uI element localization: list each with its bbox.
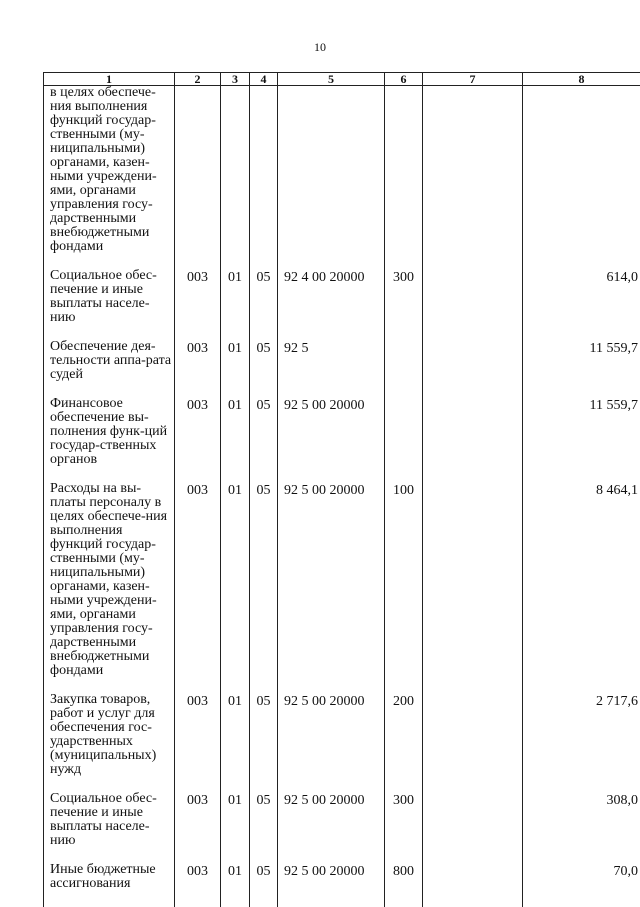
cell-target-article: 92 5 00 20000 [278, 863, 385, 891]
spacer-cell [175, 382, 221, 397]
spacer-cell [250, 325, 278, 340]
spacer-cell [221, 848, 250, 863]
cell-section: 01 [221, 397, 250, 467]
spacer-cell [523, 777, 640, 792]
spacer-cell [423, 678, 523, 693]
cell-subsection: 05 [250, 863, 278, 891]
header-col-3: 3 [221, 73, 250, 86]
cell-col-7 [423, 792, 523, 848]
spacer-cell [278, 325, 385, 340]
header-col-4: 4 [250, 73, 278, 86]
spacer-cell [278, 678, 385, 693]
spacer-cell [385, 254, 423, 269]
cell-section: 01 [221, 693, 250, 777]
table-row [44, 340, 640, 382]
cell-name: Социальное обес-печение и иные выплаты населе-нию [44, 269, 175, 325]
cell-admin-code: 003 [175, 693, 221, 777]
cell-amount [523, 86, 640, 255]
spacer-cell [221, 777, 250, 792]
spacer-cell [523, 382, 640, 397]
spacer-cell [44, 382, 175, 397]
spacer-cell [250, 467, 278, 482]
spacer-cell [250, 678, 278, 693]
cell-admin-code: 003 [175, 863, 221, 891]
table-row [44, 397, 640, 467]
cell-admin-code: 003 [175, 482, 221, 678]
spacer-cell [221, 678, 250, 693]
spacer-cell [278, 382, 385, 397]
spacer-cell [278, 467, 385, 482]
row-spacer [44, 848, 640, 863]
spacer-cell [385, 678, 423, 693]
cell-section: 01 [221, 340, 250, 382]
spacer-cell [175, 325, 221, 340]
cell-admin-code: 003 [175, 397, 221, 467]
spacer-cell [423, 325, 523, 340]
spacer-cell [278, 254, 385, 269]
table-body [44, 86, 640, 907]
spacer-cell [250, 777, 278, 792]
header-col-2: 2 [175, 73, 221, 86]
spacer-cell [523, 254, 640, 269]
spacer-cell [175, 254, 221, 269]
cell-admin-code [175, 86, 221, 255]
cell-amount: 2 717,6 [523, 693, 640, 777]
spacer-cell [385, 848, 423, 863]
spacer-cell [221, 254, 250, 269]
spacer-cell [44, 467, 175, 482]
header-col-7: 7 [423, 73, 523, 86]
spacer-cell [385, 467, 423, 482]
cell-admin-code: 003 [175, 269, 221, 325]
cell-target-article: 92 5 00 20000 [278, 792, 385, 848]
cell-subsection: 05 [250, 397, 278, 467]
spacer-cell [423, 777, 523, 792]
table-row [44, 86, 640, 255]
spacer-cell [175, 678, 221, 693]
spacer-cell [221, 325, 250, 340]
cell-name: Финансовое обеспечение вы-полнения функ-ций государ-ственных органов [44, 397, 175, 467]
table-row [44, 482, 640, 678]
spacer-cell [423, 467, 523, 482]
cell-expense-type: 100 [385, 482, 423, 678]
cell-expense-type: 300 [385, 269, 423, 325]
cell-amount: 614,0 [523, 269, 640, 325]
cell-name: Обеспечение дея-тельности аппа-рата судей [44, 340, 175, 382]
row-spacer [44, 382, 640, 397]
cell-target-article: 92 5 00 20000 [278, 397, 385, 467]
header-row [44, 73, 640, 86]
cell-expense-type: 200 [385, 693, 423, 777]
spacer-cell [523, 848, 640, 863]
cell-expense-type [385, 86, 423, 255]
cell-expense-type [385, 397, 423, 467]
cell-admin-code: 003 [175, 792, 221, 848]
cell-target-article: 92 5 [278, 340, 385, 382]
cell-target-article [278, 86, 385, 255]
cell-col-7 [423, 269, 523, 325]
spacer-cell [385, 325, 423, 340]
table-row [44, 792, 640, 848]
budget-table [43, 72, 640, 907]
spacer-cell [221, 382, 250, 397]
cell-subsection: 05 [250, 792, 278, 848]
spacer-cell [250, 848, 278, 863]
spacer-cell [278, 777, 385, 792]
cell-expense-type: 800 [385, 863, 423, 891]
cell-col-7 [423, 693, 523, 777]
header-col-8: 8 [523, 73, 640, 86]
header-col-5: 5 [278, 73, 385, 86]
spacer-cell [44, 777, 175, 792]
cell-section: 01 [221, 482, 250, 678]
cell-subsection: 05 [250, 269, 278, 325]
table-row [44, 269, 640, 325]
cell-target-article: 92 5 00 20000 [278, 693, 385, 777]
cell-admin-code: 003 [175, 340, 221, 382]
cell-name: Расходы на вы-платы персоналу в целях обеспече-ния выполнения функций государ-ственными (му-ниципальными) органами, казен-ными учреждени-ями, органами управления госу-дарственными внебюджетными фондами [44, 482, 175, 678]
table-row [44, 693, 640, 777]
spacer-cell [423, 848, 523, 863]
spacer-cell [523, 678, 640, 693]
cell-section [221, 86, 250, 255]
row-spacer [44, 467, 640, 482]
cell-expense-type: 300 [385, 792, 423, 848]
spacer-cell [523, 467, 640, 482]
row-spacer [44, 325, 640, 340]
cell-amount: 11 559,7 [523, 397, 640, 467]
cell-col-7 [423, 397, 523, 467]
cell-section: 01 [221, 792, 250, 848]
cell-col-7 [423, 863, 523, 891]
spacer-cell [221, 467, 250, 482]
cell-expense-type [385, 340, 423, 382]
row-spacer [44, 678, 640, 693]
row-spacer [44, 777, 640, 792]
header-col-6: 6 [385, 73, 423, 86]
cell-name: Социальное обес-печение и иные выплаты населе-нию [44, 792, 175, 848]
spacer-cell [44, 848, 175, 863]
spacer-cell [250, 254, 278, 269]
header-col-1: 1 [44, 73, 175, 86]
table-row [44, 863, 640, 891]
cell-target-article: 92 4 00 20000 [278, 269, 385, 325]
cell-col-7 [423, 482, 523, 678]
cell-amount: 70,0 [523, 863, 640, 891]
cell-name: Закупка товаров, работ и услуг для обеспечения гос-ударственных (муниципальных) нужд [44, 693, 175, 777]
cell-target-article: 92 5 00 20000 [278, 482, 385, 678]
cell-subsection: 05 [250, 340, 278, 382]
spacer-cell [250, 382, 278, 397]
cell-subsection: 05 [250, 693, 278, 777]
cell-section: 01 [221, 863, 250, 891]
cell-section: 01 [221, 269, 250, 325]
cell-col-7 [423, 340, 523, 382]
spacer-cell [523, 325, 640, 340]
spacer-cell [385, 777, 423, 792]
spacer-cell [278, 848, 385, 863]
row-spacer [44, 254, 640, 269]
cell-amount: 11 559,7 [523, 340, 640, 382]
cell-subsection [250, 86, 278, 255]
cell-name: в целях обеспече-ния выполнения функций государ-ственными (му-ниципальными) органами, казен-ными учреждени-ями, органами управления госу-дарственными внебюджетными фондами [44, 86, 175, 255]
spacer-cell [423, 254, 523, 269]
cell-col-7 [423, 86, 523, 255]
spacer-cell [44, 254, 175, 269]
cell-amount: 308,0 [523, 792, 640, 848]
cell-subsection: 05 [250, 482, 278, 678]
cell-name: Иные бюджетные ассигнования [44, 863, 175, 891]
spacer-cell [44, 325, 175, 340]
spacer-cell [175, 777, 221, 792]
cell-amount: 8 464,1 [523, 482, 640, 678]
spacer-cell [175, 467, 221, 482]
spacer-cell [423, 382, 523, 397]
spacer-cell [44, 678, 175, 693]
spacer-cell [175, 848, 221, 863]
page-number: 10 [0, 40, 640, 55]
spacer-cell [385, 382, 423, 397]
